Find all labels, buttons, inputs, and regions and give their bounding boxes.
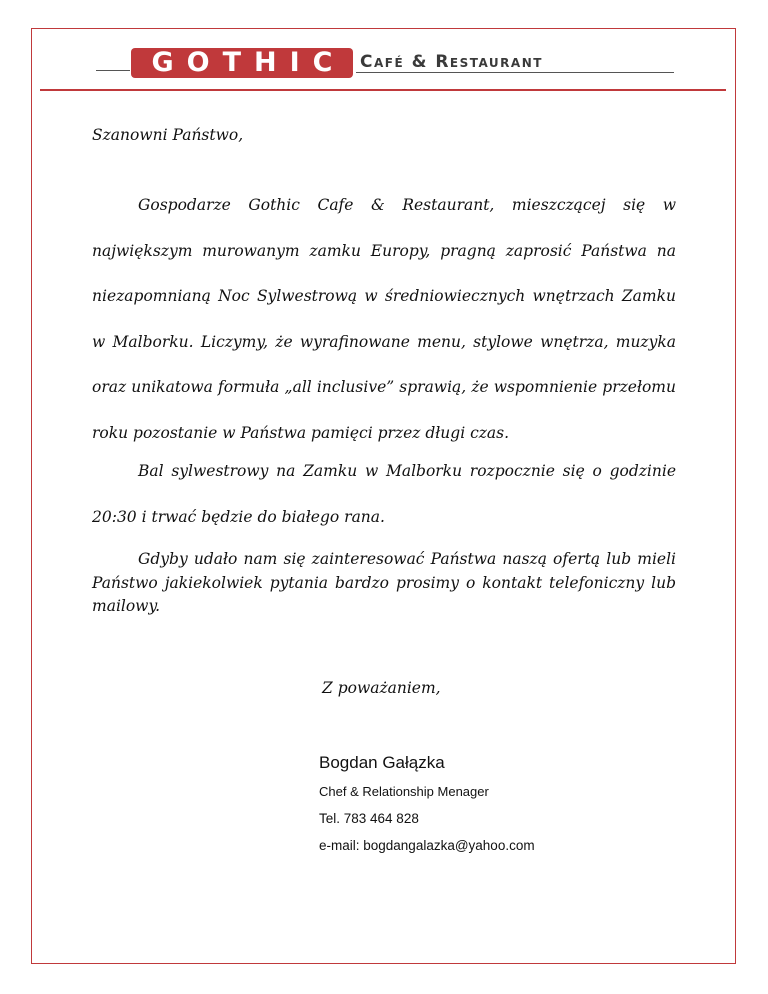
paragraph-contact: Gdyby udało nam się zainteresować Państwa naszą ofertą lub mieli Państwo jakiekolwiek pytania bardzo prosimy o kontakt telefoniczny lub mailowy. [92, 550, 676, 615]
logo-word: GOTHIC [151, 47, 346, 78]
logo-rule-right [356, 72, 674, 73]
signature-phone: Tel. 783 464 828 [319, 811, 419, 826]
paragraph-time: Bal sylwestrowy na Zamku w Malborku rozpocznie się o godzinie 20:30 i trwać będzie do białego rana. [92, 462, 676, 526]
logo-rule-left [96, 70, 130, 71]
signature-name: Bogdan Gałązka [319, 753, 445, 772]
signature-role: Chef & Relationship Menager [319, 784, 489, 799]
paragraph-invitation: Gospodarze Gothic Cafe & Restaurant, mieszczącej się w największym murowanym zamku Europy, pragną zaprosić Państwa na niezapomnianą Noc Sylwestrową w średniowiecznych wnętrzach Zamku w Malborku. Liczymy, że wyrafinowane menu, stylowe wnętrza, muzyka oraz unikatowa formuła „all inclusive” sprawią, że wspomnienie przełomu roku pozostanie w Państwa pamięci przez długi czas. [92, 196, 676, 442]
salutation: Szanowni Państwo, [92, 126, 244, 144]
closing: Z poważaniem, [322, 679, 441, 697]
header-divider [40, 89, 726, 91]
signature-email: e-mail: bogdangalazka@yahoo.com [319, 838, 535, 853]
logo-subtitle: Café & Restaurant [360, 52, 543, 72]
